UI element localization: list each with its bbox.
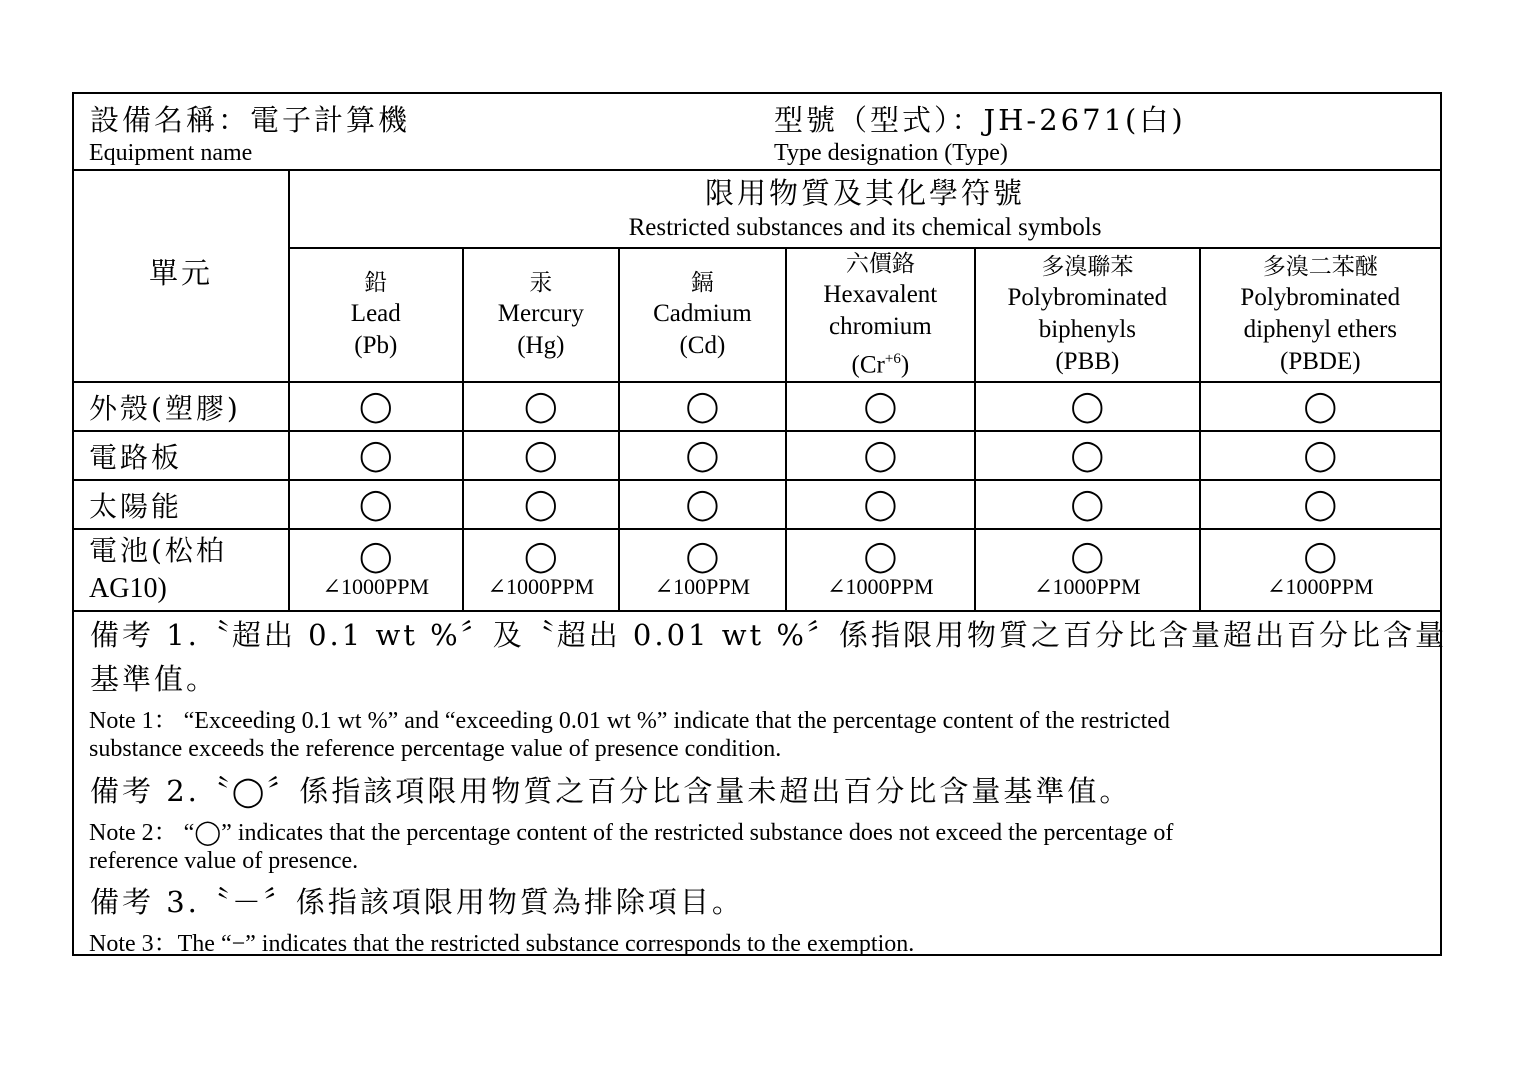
substance-en: Cadmium <box>653 300 752 328</box>
compliance-mark: ◯ <box>463 382 620 431</box>
compliance-mark: ◯ <box>786 382 975 431</box>
compliance-mark: ◯ <box>359 540 393 574</box>
table-row <box>74 480 1440 529</box>
substance-zh: 多溴二苯醚 <box>1262 254 1378 280</box>
equipment-name-zh: 設備名稱：電子計算機 <box>90 103 411 137</box>
substance-en: diphenyl ethers <box>1243 316 1397 344</box>
battery-cell <box>975 529 1200 611</box>
substance-symbol <box>787 343 974 381</box>
substance-table <box>74 171 1440 612</box>
table-row <box>74 431 1440 480</box>
note2-en-line1: Note 2： “◯” indicates that the percentage content of the restricted substance does not exceed the percentage of <box>89 820 1174 846</box>
limit-value: ∠1000PPM <box>487 574 595 600</box>
row-label: 電路板 <box>74 431 289 480</box>
unit-header: 單元 <box>74 171 289 382</box>
substance-zh: 鉛 <box>364 270 388 296</box>
compliance-mark: ◯ <box>975 431 1200 480</box>
table-row <box>74 529 1440 611</box>
compliance-mark: ◯ <box>975 480 1200 529</box>
compliance-mark: ◯ <box>463 431 620 480</box>
substance-en: Mercury <box>497 300 584 328</box>
header-row <box>74 94 1440 171</box>
substance-zh: 鎘 <box>690 270 714 296</box>
compliance-mark: ◯ <box>619 480 785 529</box>
substance-header-mercury <box>463 248 620 382</box>
note1-en-line2: substance exceeds the reference percentage value of presence condition. <box>89 736 782 762</box>
limit-value: ∠1000PPM <box>322 574 430 600</box>
symbol-end: ) <box>900 351 910 379</box>
substance-en: Polybrominated <box>1007 284 1168 312</box>
compliance-mark: ◯ <box>289 480 462 529</box>
substance-zh: 多溴聯苯 <box>1041 254 1134 280</box>
compliance-mark: ◯ <box>1200 431 1440 480</box>
note2-zh: 備考 2.〝◯〞係指該項限用物質之百分比含量未超出百分比含量基準值。 <box>90 774 1132 808</box>
substance-en: biphenyls <box>1038 316 1136 344</box>
compliance-mark: ◯ <box>289 431 462 480</box>
limit-value: ∠100PPM <box>654 574 751 600</box>
battery-cell <box>786 529 975 611</box>
battery-cell <box>1200 529 1440 611</box>
substance-symbol: (PBB) <box>1055 348 1120 376</box>
rohs-declaration-table <box>72 92 1447 957</box>
restricted-substances-zh: 限用物質及其化學符號 <box>705 176 1026 210</box>
table-row <box>74 382 1440 431</box>
symbol-superscript: +6 <box>884 351 901 367</box>
battery-cell <box>619 529 785 611</box>
note1-zh-line2: 基準值。 <box>90 662 219 696</box>
compliance-mark: ◯ <box>463 480 620 529</box>
compliance-mark: ◯ <box>786 431 975 480</box>
compliance-mark: ◯ <box>1200 480 1440 529</box>
substance-zh: 汞 <box>529 270 553 296</box>
substance-en: Polybrominated <box>1240 284 1401 312</box>
type-designation-zh: 型號（型式）：JH-2671(白) <box>774 103 1186 137</box>
substance-zh: 六價鉻 <box>845 251 915 276</box>
note1-en-line1: Note 1： “Exceeding 0.1 wt %” and “exceeding 0.01 wt %” indicate that the percentage content of the restricted <box>89 708 1170 734</box>
row-label-line: AG10) <box>89 573 167 605</box>
substance-symbol: (PBDE) <box>1280 348 1361 376</box>
substance-en: Lead <box>350 300 401 328</box>
substance-header-hexavalent-chromium <box>786 248 975 382</box>
note3-zh: 備考 3.〝－〞係指該項限用物質為排除項目。 <box>90 885 744 919</box>
compliance-mark: ◯ <box>1200 382 1440 431</box>
compliance-mark: ◯ <box>619 431 785 480</box>
row-label <box>74 529 289 611</box>
note3-en: Note 3：The “−” indicates that the restricted substance corresponds to the exemption. <box>89 931 915 957</box>
equipment-name-en: Equipment name <box>89 140 253 166</box>
substance-symbol: (Hg) <box>517 332 565 360</box>
compliance-mark: ◯ <box>685 540 720 574</box>
battery-cell <box>289 529 462 611</box>
compliance-mark: ◯ <box>619 382 785 431</box>
limit-value: ∠1000PPM <box>827 574 934 600</box>
limit-value: ∠1000PPM <box>1034 574 1141 600</box>
compliance-mark: ◯ <box>975 382 1200 431</box>
substance-header-lead <box>289 248 462 382</box>
battery-cell <box>463 529 620 611</box>
substance-en: chromium <box>828 313 932 340</box>
symbol-base: (Cr <box>851 351 885 379</box>
compliance-mark: ◯ <box>786 480 975 529</box>
substance-symbol: (Pb) <box>354 332 398 360</box>
row-label-line: 電池(松柏 <box>89 534 227 568</box>
substance-en: Hexavalent <box>823 281 938 308</box>
compliance-mark: ◯ <box>289 382 462 431</box>
row-label: 太陽能 <box>74 480 289 529</box>
compliance-mark: ◯ <box>1303 540 1338 574</box>
compliance-mark: ◯ <box>863 540 898 574</box>
substance-header-pbde <box>1200 248 1440 382</box>
note1-zh-line1: 備考 1.〝超出 0.1 wt %〞及〝超出 0.01 wt %〞係指限用物質之百分比含量超出百分比含量 <box>90 618 1447 652</box>
restricted-substances-en: Restricted substances and its chemical symbols <box>628 214 1102 241</box>
row-label: 外殼(塑膠) <box>74 382 289 431</box>
substance-header-cadmium <box>619 248 785 382</box>
note2-en-line2: reference value of presence. <box>89 848 359 874</box>
type-designation-en: Type designation (Type) <box>774 140 1008 166</box>
compliance-mark: ◯ <box>1070 540 1105 574</box>
substance-symbol: (Cd) <box>679 332 726 360</box>
restricted-substances-header <box>289 171 1440 248</box>
compliance-mark: ◯ <box>524 540 558 574</box>
substance-header-pbb <box>975 248 1200 382</box>
limit-value: ∠1000PPM <box>1267 574 1374 600</box>
